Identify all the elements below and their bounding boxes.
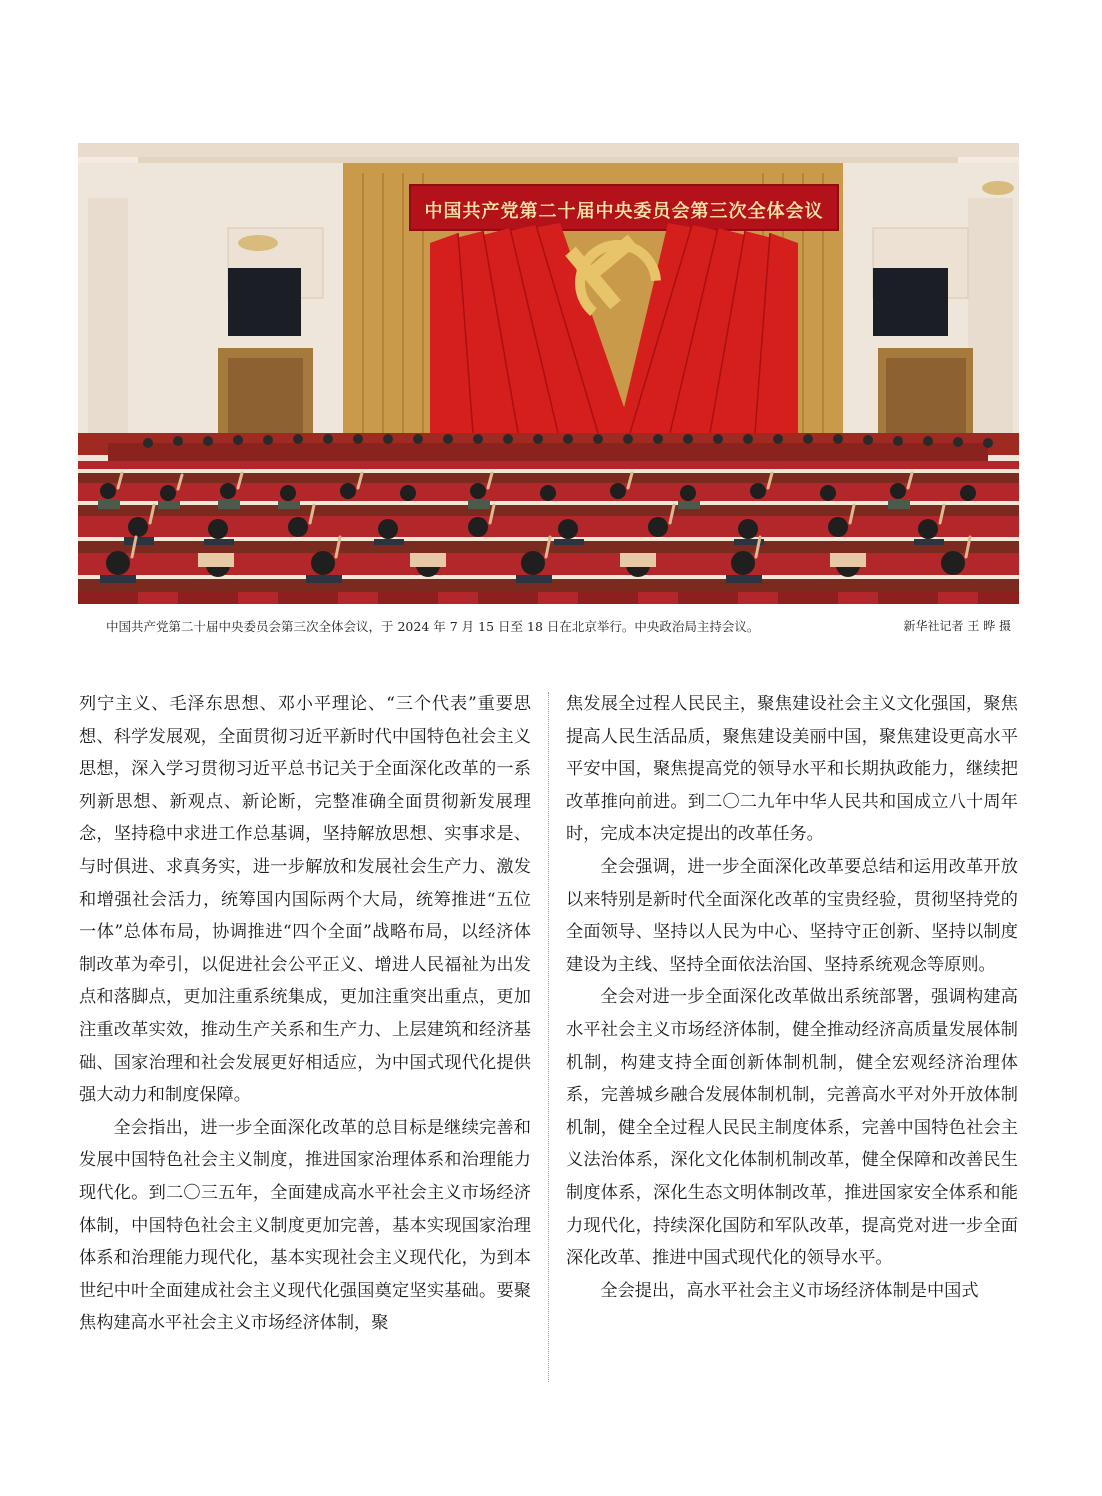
right-screen [873, 268, 948, 336]
banner-title: 中国共产党第二十届中央委员会第三次全体会议 [424, 201, 824, 222]
paragraph: 全会对进一步全面深化改革做出系统部署，强调构建高水平社会主义市场经济体制，健全推动经济高质量发展体制机制，构建支持全面创新体制机制，健全宏观经济治理体系，完善城乡融合发展体制机制，完善高水平对外开放体制机制，健全全过程人民民主制度体系，完善中国特色社会主义法治体系，深化文化体制机制改革，健全保障和改善民生制度体系，深化生态文明体制改革，推进国家安全体系和能力现代化，持续深化国防和军队改革，提高党对进一步全面深化改革、推进中国式现代化的领导水平。 [566, 987, 1018, 1269]
photo-credit: 新华社记者 王 晔 摄 [903, 619, 1011, 633]
paragraph: 焦发展全过程人民民主，聚焦建设社会主义文化强国，聚焦提高人民生活品质，聚焦建设美丽中国，聚焦建设更高水平平安中国，聚焦提高党的领导水平和长期执政能力，继续把改革推向前进。到二〇二九年中华人民共和国成立八十周年时，完成本决定提出的改革任务。 [566, 694, 1018, 845]
paragraph: 全会提出，高水平社会主义市场经济体制是中国式 [600, 1280, 979, 1301]
right-column [566, 688, 1018, 1307]
left-column [79, 688, 531, 1340]
caption-text: 中国共产党第二十届中央委员会第三次全体会议，于 2024 年 7 月 15 日至 18 日在北京举行。中央政治局主持会议。 [106, 619, 760, 634]
photo-caption [78, 617, 1019, 639]
left-screen [228, 268, 301, 336]
column-divider [548, 692, 549, 1382]
paragraph: 全会强调，进一步全面深化改革要总结和运用改革开放以来特别是新时代全面深化改革的宝贵经验，贯彻坚持党的全面领导、坚持以人民为中心、坚持守正创新、坚持以制度建设为主线、坚持全面依法治国、坚持系统观念等原则。 [566, 856, 1018, 975]
paragraph: 全会指出，进一步全面深化改革的总目标是继续完善和发展中国特色社会主义制度，推进国家治理体系和治理能力现代化。到二〇三五年，全面建成高水平社会主义市场经济体制，中国特色社会主义制度更加完善，基本实现国家治理体系和治理能力现代化，基本实现社会主义现代化，为到本世纪中叶全面建成社会主义现代化强国奠定坚实基础。要聚焦构建高水平社会主义市场经济体制，聚 [79, 1117, 531, 1334]
paragraph: 列宁主义、毛泽东思想、邓小平理论、“三个代表”重要思想、科学发展观，全面贯彻习近平新时代中国特色社会主义思想，深入学习贯彻习近平总书记关于全面深化改革的一系列新思想、新观点、新论断，完整准确全面贯彻新发展理念，坚持稳中求进工作总基调，坚持解放思想、实事求是、与时俱进、求真务实，进一步解放和发展社会生产力、激发和增强社会活力，统筹国内国际两个大局，统筹推进“五位一体”总体布局，协调推进“四个全面”战略布局，以经济体制改革为牵引，以促进社会公平正义、增进人民福祉为出发点和落脚点，更加注重系统集成，更加注重突出重点，更加注重改革实效，推动生产关系和生产力、上层建筑和经济基础、国家治理和社会发展更好相适应，为中国式现代化提供强大动力和制度保障。 [79, 694, 531, 1106]
